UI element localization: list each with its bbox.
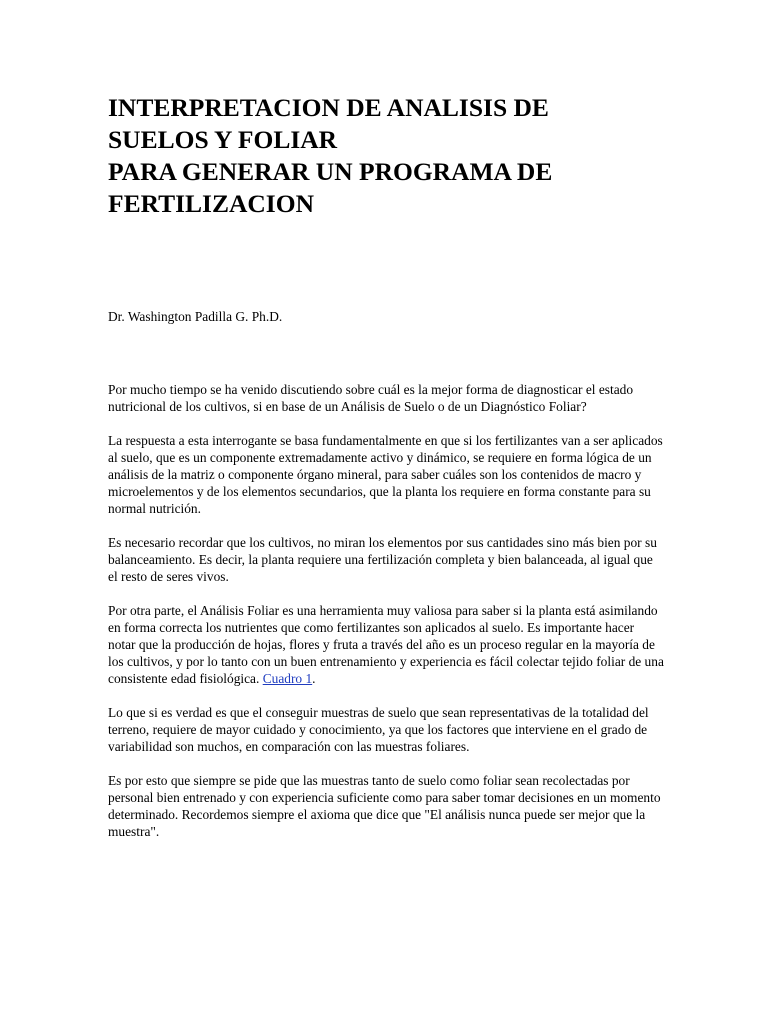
paragraph-text: Por otra parte, el Análisis Foliar es una herramienta muy valiosa para saber si la planta está asimilando en forma correcta los nutrientes que como fertilizantes son aplicados al suelo. Es importante hacer notar que la producción de hojas, flores y fruta a través del año es un proceso regular en la mayoría de los cultivos, y por lo tanto con un buen entrenamiento y experiencia es fácil colectar tejido foliar de una consistente edad fisiológica. xyxy=(108,603,664,686)
document-title xyxy=(108,92,664,220)
paragraph: Es por esto que siempre se pide que las muestras tanto de suelo como foliar sean recolectadas por personal bien entrenado y con experiencia suficiente como para saber tomar decisiones en un momento determinado. Recordemos siempre el axioma que dice que "El análisis nunca puede ser mejor que la muestra". xyxy=(108,773,661,839)
paragraph: La respuesta a esta interrogante se basa fundamentalmente en que si los fertilizantes van a ser aplicados al suelo, que es un componente extremadamente activo y dinámico, se requiere en forma lógica de un análisis de la matriz o componente órgano mineral, para saber cuáles son los contenidos de macro y microelementos y de los elementos secundarios, que la planta los requiere en forma constante para su normal nutrición. xyxy=(108,433,663,516)
paragraph: Lo que si es verdad es que el conseguir muestras de suelo que sean representativas de la totalidad del terreno, requiere de mayor cuidado y conocimiento, ya que los factores que interviene en el grado de variabilidad son muchos, en comparación con las muestras foliares. xyxy=(108,705,649,754)
document-page xyxy=(108,92,664,857)
paragraph: Por mucho tiempo se ha venido discutiendo sobre cuál es la mejor forma de diagnosticar el estado nutricional de los cultivos, si en base de un Análisis de Suelo o de un Diagnóstico Foliar? xyxy=(108,382,634,414)
paragraph: Es necesario recordar que los cultivos, no miran los elementos por sus cantidades sino más bien por su balanceamiento. Es decir, la planta requiere una fertilización completa y bien balanceada, al igual que el resto de seres vivos. xyxy=(108,535,657,584)
paragraph-punctuation: . xyxy=(312,671,316,686)
cuadro-1-link[interactable]: Cuadro 1 xyxy=(262,671,313,686)
author-line: Dr. Washington Padilla G. Ph.D. xyxy=(108,309,283,324)
title-line: PARA GENERAR UN PROGRAMA DE xyxy=(108,157,553,186)
title-line: SUELOS Y FOLIAR xyxy=(108,125,338,154)
title-line: FERTILIZACION xyxy=(108,189,314,218)
paragraph-with-link xyxy=(108,602,664,687)
title-line: INTERPRETACION DE ANALISIS DE xyxy=(108,93,549,122)
body-text xyxy=(108,381,664,840)
